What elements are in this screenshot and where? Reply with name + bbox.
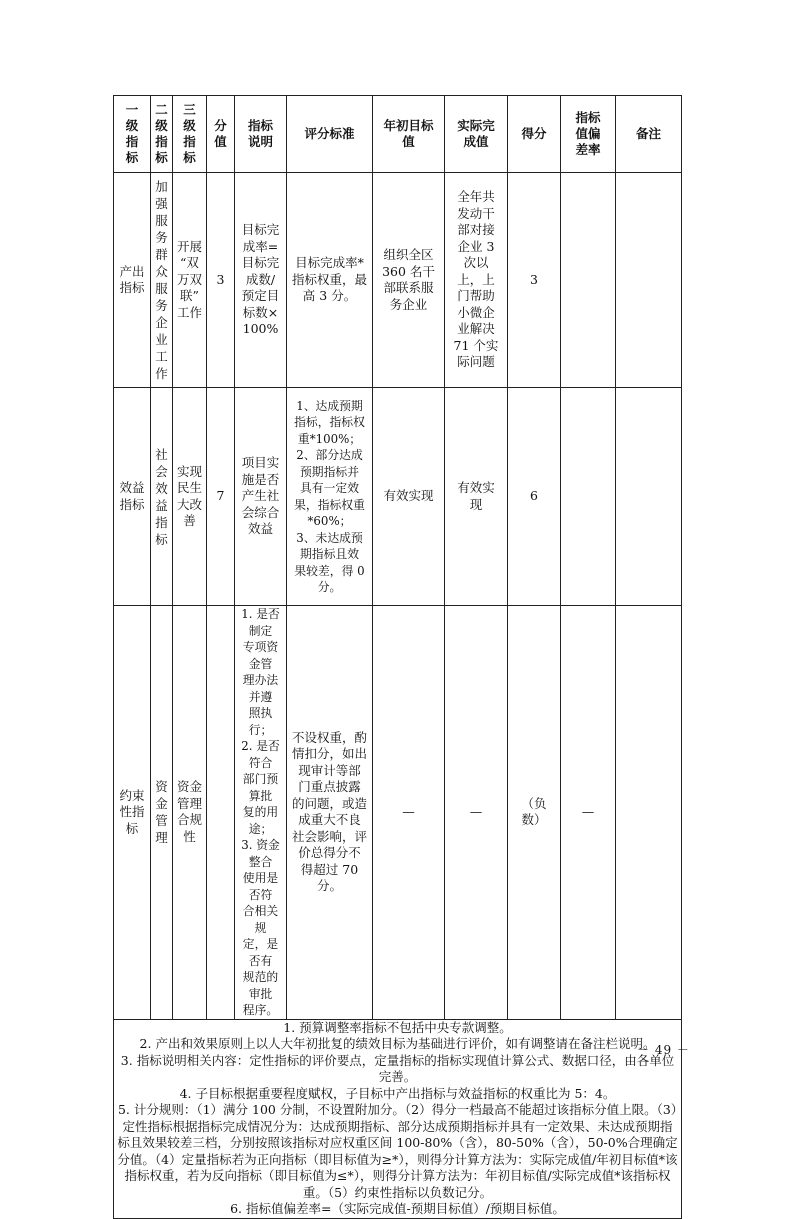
note-4: 4. 子目标根据重要程度赋权，子目标中产出指标与效益指标的权重比为 5：4。 (179, 1085, 616, 1101)
notes-row (114, 1019, 682, 1218)
note-6: 6. 指标值偏差率=（实际完成值-预期目标值）/预期目标值。 (230, 1201, 565, 1216)
row-score: 6 (508, 388, 561, 606)
header-remarks: 备注 (616, 96, 682, 173)
header-deviation: 指标 值偏 差率 (561, 96, 616, 173)
row-deviation: — (561, 606, 616, 1020)
row-level3: 资金 管理 合规 性 (173, 606, 207, 1020)
row-level1: 约束 性指 标 (114, 606, 151, 1020)
performance-evaluation-table (113, 95, 682, 1219)
row-remarks (616, 606, 682, 1020)
row-level3: 开展 “双 万双 联” 工作 (173, 173, 207, 388)
header-target: 年初目标 值 (373, 96, 445, 173)
page-number: － 49 － (637, 1043, 690, 1057)
header-level2: 二 级 指 标 (151, 96, 173, 173)
header-actual: 实际完 成值 (445, 96, 508, 173)
table-row (114, 173, 682, 388)
row-criteria: 1、达成预期 指标，指标权 重*100%； 2、部分达成 预期指标并 具有一定效 果，指标权重 *60%； 3、未达成预 期指标且效 果较差，得 0 分。 (287, 388, 373, 606)
row-target: 组织全区 360 名干 部联系服 务企业 (373, 173, 445, 388)
row-deviation (561, 388, 616, 606)
row-score-value (207, 606, 235, 1020)
row-level1: 效益 指标 (114, 388, 151, 606)
row-remarks (616, 173, 682, 388)
header-description: 指标 说明 (235, 96, 287, 173)
note-5: 5. 计分规则：（1）满分 100 分制，不设置附加分。（2）得分一档最高不能超过该指标分值上限。（3）定性指标根据指标完成情况分为：达成预期指标、部分达成预期指标并具有一定效果、未达成预期指标且效果较差三档，分别按照该指标对应权重区间 100-80%（含），80-50%（含），50-0%合理确定分值。（4）定量指标若为正向指标（即目标值为≥*），则得分计算方法为：实际完成值/年初目标值*该指标权重，若为反向指标（即目标值为≤*），则得分计算方法为：年初目标值/实际完成值*该指标权重。（5）约束性指标以负数记分。 (117, 1102, 678, 1200)
row-actual: 全年共 发动干 部对接 企业 3 次以 上，上 门帮助 小微企 业解决 71 个实 际问题 (445, 173, 508, 388)
table-row (114, 388, 682, 606)
row-description: 1. 是否制定 专项资金管 理办法并遵 照执行； 2. 是否符合 部门预算批 复的用途； 3. 资金整合 使用是否符 合相关规 定，是否有 规范的审批 程序。 (235, 606, 287, 1020)
row-score-value: 7 (207, 388, 235, 606)
row-score-value: 3 (207, 173, 235, 388)
row-criteria: 不设权重，酌 情扣分，如出 现审计等部 门重点披露 的问题，或造 成重大不良 社会影响，评 价总得分不 得超过 70 分。 (287, 606, 373, 1020)
row-level3: 实现 民生 大改 善 (173, 388, 207, 606)
row-level1: 产出 指标 (114, 173, 151, 388)
row-description: 目标完 成率= 目标完 成数/ 预定目 标数× 100% (235, 173, 287, 388)
row-remarks (616, 388, 682, 606)
header-score: 得分 (508, 96, 561, 173)
row-level2: 社 会 效 益 指 标 (151, 388, 173, 606)
row-level2: 加 强 服 务 群 众 服 务 企 业 工 作 (151, 173, 173, 388)
row-target: — (373, 606, 445, 1020)
header-level1: 一 级 指 标 (114, 96, 151, 173)
row-deviation (561, 173, 616, 388)
row-target: 有效实现 (373, 388, 445, 606)
note-2: 2. 产出和效果原则上以人大年初批复的绩效目标为基础进行评价，如有调整请在备注栏说明。 (139, 1036, 656, 1051)
header-row (114, 96, 682, 173)
row-level2: 资 金 管 理 (151, 606, 173, 1020)
header-criteria: 评分标准 (287, 96, 373, 173)
row-criteria: 目标完成率* 指标权重，最 高 3 分。 (287, 173, 373, 388)
row-description: 项目实 施是否 产生社 会综合 效益 (235, 388, 287, 606)
note-3: 3. 指标说明相关内容：定性指标的评价要点，定量指标的指标实现值计算公式、数据口径，由各单位完善。 (120, 1052, 675, 1084)
table-row (114, 606, 682, 1020)
row-actual: — (445, 606, 508, 1020)
note-1: 1. 预算调整率指标不包括中央专款调整。 (283, 1019, 512, 1035)
row-score: （负 数） (508, 606, 561, 1020)
notes-cell (114, 1019, 682, 1218)
row-actual: 有效实 现 (445, 388, 508, 606)
header-level3: 三 级 指 标 (173, 96, 207, 173)
header-score-value: 分 值 (207, 96, 235, 173)
row-score: 3 (508, 173, 561, 388)
